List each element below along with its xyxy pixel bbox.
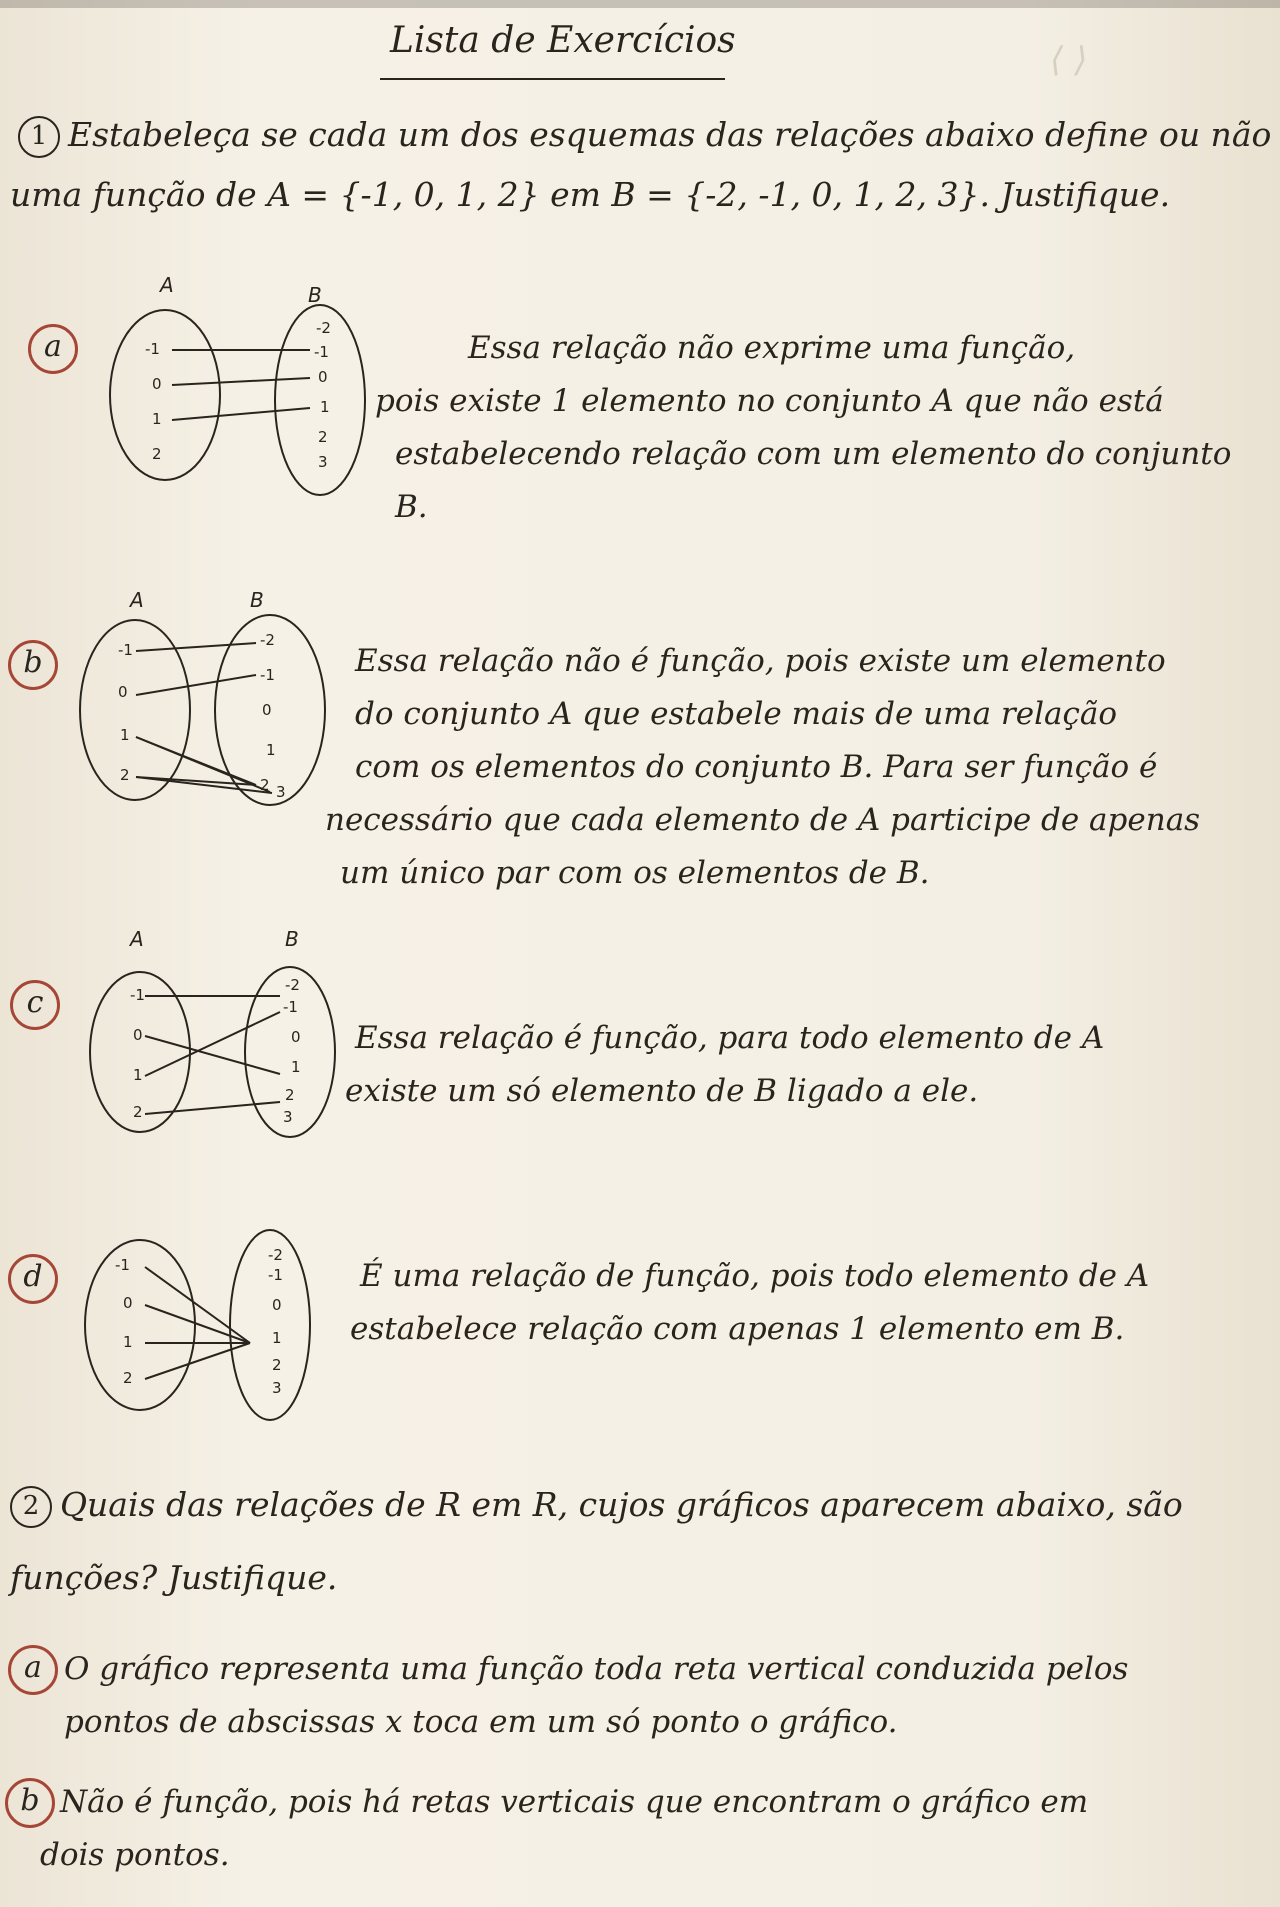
svg-text:-2: -2 bbox=[260, 631, 275, 649]
svg-text:2: 2 bbox=[152, 445, 162, 463]
svg-text:1: 1 bbox=[133, 1066, 143, 1084]
title-underline bbox=[380, 78, 725, 80]
svg-text:0: 0 bbox=[118, 683, 128, 701]
diagram-b-set-a-name: A bbox=[130, 588, 144, 612]
diagram-d bbox=[85, 1225, 325, 1425]
svg-text:-1: -1 bbox=[115, 1256, 130, 1274]
q1-line-1: 1 Estabeleça se cada um dos esquemas das relações abaixo define ou não bbox=[18, 112, 1271, 158]
svg-text:-1: -1 bbox=[145, 340, 160, 358]
q1-number: 1 bbox=[18, 116, 60, 158]
svg-text:1: 1 bbox=[120, 726, 130, 744]
svg-text:2: 2 bbox=[272, 1356, 282, 1374]
svg-text:0: 0 bbox=[123, 1294, 133, 1312]
svg-text:1: 1 bbox=[123, 1333, 133, 1351]
q2-item-b-answer: Não é função, pois há retas verticais que encontram o gráfico em dois pontos. bbox=[40, 1784, 1089, 1873]
svg-text:-2: -2 bbox=[316, 319, 331, 337]
svg-text:3: 3 bbox=[318, 453, 328, 471]
diagram-a bbox=[130, 270, 370, 500]
svg-text:-1: -1 bbox=[314, 343, 329, 361]
bleed-through-mark: ⟨ ⟩ bbox=[1050, 40, 1088, 80]
item-d-answer: É uma relação de função, pois todo elemento de A estabelece relação com apenas 1 elemento em B. bbox=[350, 1258, 1150, 1347]
svg-text:-1: -1 bbox=[260, 666, 275, 684]
svg-text:-1: -1 bbox=[268, 1266, 283, 1284]
svg-text:2: 2 bbox=[133, 1103, 143, 1121]
q2-item-a-answer: O gráfico representa uma função toda reta vertical conduzida pelos pontos de abscissas x toca em um só ponto o gráfico. bbox=[64, 1651, 1129, 1740]
svg-text:-2: -2 bbox=[268, 1246, 283, 1264]
svg-text:2: 2 bbox=[285, 1086, 295, 1104]
item-a-marker: a bbox=[28, 324, 78, 374]
svg-text:0: 0 bbox=[272, 1296, 282, 1314]
page-top-edge bbox=[0, 0, 1280, 8]
item-a-answer: Essa relação não exprime uma função, pois existe 1 elemento no conjunto A que não está estabelecendo relação com um elemento do conjunto B. bbox=[375, 330, 1232, 525]
item-b-marker: b bbox=[8, 640, 58, 690]
svg-text:2: 2 bbox=[260, 776, 270, 794]
page-title: Lista de Exercícios bbox=[390, 20, 736, 61]
q2-number: 2 bbox=[10, 1486, 52, 1528]
item-c-answer: Essa relação é função, para todo elemento de A existe um só elemento de B ligado a ele. bbox=[345, 1020, 1105, 1109]
svg-text:-1: -1 bbox=[118, 641, 133, 659]
svg-text:-1: -1 bbox=[130, 986, 145, 1004]
svg-text:2: 2 bbox=[120, 766, 130, 784]
q2-item-b-marker: b bbox=[5, 1778, 55, 1828]
svg-text:1: 1 bbox=[320, 398, 330, 416]
svg-text:3: 3 bbox=[283, 1108, 293, 1126]
diagram-a-set-a-name: A bbox=[160, 273, 174, 297]
q2-line-1: 2 Quais das relações de R em R, cujos gráficos aparecem abaixo, são bbox=[10, 1482, 1183, 1528]
q2-item-a-marker: a bbox=[8, 1645, 58, 1695]
svg-text:2: 2 bbox=[318, 428, 328, 446]
svg-text:0: 0 bbox=[318, 368, 328, 386]
svg-text:0: 0 bbox=[262, 701, 272, 719]
item-c-marker: c bbox=[10, 980, 60, 1030]
diagram-c bbox=[95, 922, 335, 1142]
q1-line-2: uma função de A = {-1, 0, 1, 2} em B = {-2, -1, 0, 1, 2, 3}. Justifique. bbox=[10, 175, 1171, 214]
svg-text:0: 0 bbox=[291, 1028, 301, 1046]
svg-text:-2: -2 bbox=[285, 976, 300, 994]
svg-text:-1: -1 bbox=[283, 998, 298, 1016]
diagram-b bbox=[90, 585, 330, 825]
diagram-a-set-b-name: B bbox=[308, 283, 322, 307]
diagram-c-set-a-name: A bbox=[130, 927, 144, 951]
diagram-b-set-b-name: B bbox=[250, 588, 264, 612]
svg-text:0: 0 bbox=[133, 1026, 143, 1044]
item-d-marker: d bbox=[8, 1254, 58, 1304]
svg-text:1: 1 bbox=[266, 741, 276, 759]
diagram-c-set-b-name: B bbox=[285, 927, 299, 951]
svg-text:2: 2 bbox=[123, 1369, 133, 1387]
item-b-answer: Essa relação não é função, pois existe um elemento do conjunto A que estabele mais de uma relação com os elementos do conjunto B. Para ser função é necessário que cada elemento de A participe de apenas um único par com os elementos de B. bbox=[325, 643, 1201, 891]
q2-line-2: funções? Justifique. bbox=[10, 1558, 338, 1597]
svg-text:1: 1 bbox=[272, 1329, 282, 1347]
svg-text:0: 0 bbox=[152, 375, 162, 393]
svg-text:1: 1 bbox=[152, 410, 162, 428]
svg-text:1: 1 bbox=[291, 1058, 301, 1076]
svg-text:3: 3 bbox=[272, 1379, 282, 1397]
svg-text:3: 3 bbox=[276, 783, 286, 801]
